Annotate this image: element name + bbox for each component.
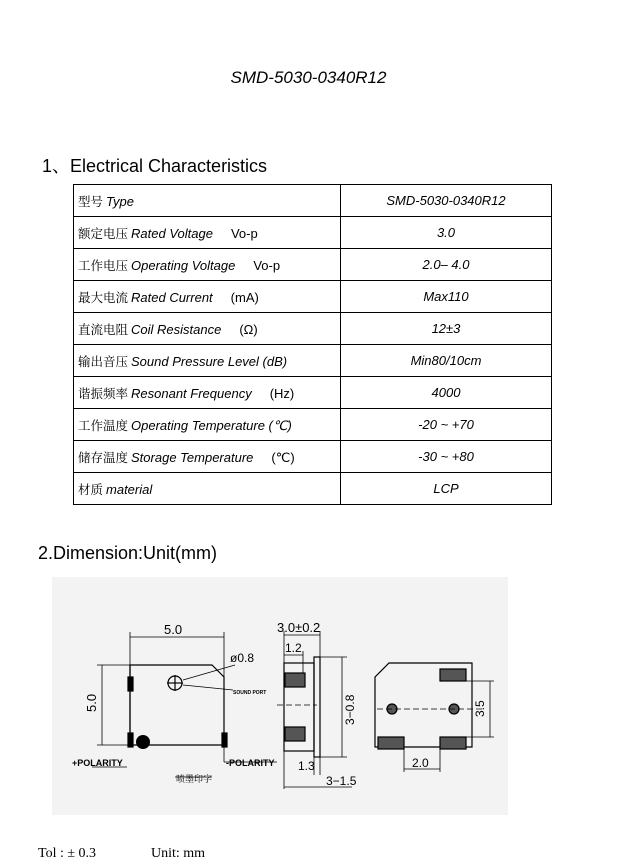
spec-parameter-en: Coil Resistance: [131, 321, 222, 337]
document-title: SMD-5030-0340R12: [230, 68, 387, 87]
top-view-body: [130, 665, 224, 745]
dim-3-5: 3.5: [473, 700, 487, 717]
spec-row: [74, 345, 552, 377]
spec-row: [74, 377, 552, 409]
tolerance-note: Tol : ± 0.3: [38, 846, 97, 861]
spec-unit: (Ω): [239, 321, 258, 337]
spec-parameter-en: Rated Current: [131, 289, 213, 305]
label-laser: 喷墨印字: [176, 774, 213, 784]
spec-value-cell: -20 ~ +70: [341, 409, 552, 441]
spec-row: [74, 217, 552, 249]
spec-parameter-en: Type: [106, 193, 134, 209]
spec-parameter-en: Operating Temperature (℃): [131, 417, 292, 433]
dim-depth: 3.0±0.2: [277, 620, 321, 635]
spec-value-cell: 4000: [341, 377, 552, 409]
spec-parameter-cell: [74, 377, 341, 409]
dim-height: 5.0: [84, 693, 99, 712]
side-pad-bottom: [285, 727, 305, 741]
label-plus-polarity: +POLARITY: [72, 758, 123, 768]
spec-parameter-cn: 额定电压: [78, 225, 129, 241]
spec-parameter-cn: 最大电流: [78, 289, 129, 305]
spec-parameter-cn: 输出音压: [78, 353, 129, 369]
spec-row: [74, 313, 552, 345]
spec-value-cell: -30 ~ +80: [341, 441, 552, 473]
spec-parameter-en: Resonant Frequency: [131, 385, 252, 401]
dim-3-15: 3−1.5: [326, 774, 357, 788]
spec-parameter-cell: [74, 217, 341, 249]
dim-width: 5.0: [164, 622, 183, 637]
spec-parameter-cn: 直流电阻: [78, 321, 129, 337]
spec-value-cell: Min80/10cm: [341, 345, 552, 377]
spec-parameter-cell: [74, 185, 341, 217]
spec-parameter-cell: [74, 249, 341, 281]
spec-row: [74, 441, 552, 473]
spec-parameter-en: Sound Pressure Level (dB): [131, 353, 288, 369]
footer-notes: [38, 846, 205, 862]
spec-parameter-en: Rated Voltage: [131, 225, 213, 241]
bottom-pad-2: [440, 737, 466, 749]
spec-parameter-en: Operating Voltage: [131, 257, 236, 273]
spec-parameter-en: material: [106, 481, 153, 497]
electrical-spec-table: [73, 184, 552, 505]
spec-row: [74, 249, 552, 281]
top-pad-3: [222, 733, 227, 747]
spec-unit: Vo-p: [230, 225, 258, 241]
dim-2-0: 2.0: [412, 756, 429, 770]
spec-parameter-cn: 谐振频率: [78, 385, 129, 401]
label-minus-polarity: -POLARITY: [226, 758, 275, 768]
spec-parameter-cell: [74, 441, 341, 473]
dimension-drawing: [52, 577, 508, 815]
section-electrical-heading: 1、Electrical Characteristics: [42, 156, 268, 176]
label-sound-port: SOUND PORT: [233, 690, 267, 696]
side-pad-top: [285, 673, 305, 687]
spec-unit: (mA): [230, 289, 259, 305]
dimension-drawing-svg: [52, 577, 508, 815]
spec-parameter-en: Storage Temperature: [131, 449, 254, 465]
spec-value-cell: 2.0– 4.0: [341, 249, 552, 281]
spec-unit: (Hz): [269, 385, 295, 401]
bottom-pad-3: [440, 669, 466, 681]
spec-parameter-cell: [74, 473, 341, 505]
spec-value-cell: Max110: [341, 281, 552, 313]
spec-parameter-cn: 工作温度: [78, 417, 129, 433]
spec-row: [74, 281, 552, 313]
unit-note: Unit: mm: [151, 846, 206, 861]
spec-row: [74, 185, 552, 217]
spec-parameter-cn: 工作电压: [78, 257, 129, 273]
spec-parameter-cell: [74, 409, 341, 441]
dim-pad: 1.2: [285, 641, 302, 655]
spec-parameter-cell: [74, 313, 341, 345]
spec-value-cell: 3.0: [341, 217, 552, 249]
spec-parameter-cn: 储存温度: [78, 449, 129, 465]
spec-parameter-cn: 材质: [78, 481, 104, 497]
spec-parameter-cn: 型号: [78, 193, 104, 209]
section-dimension-heading: 2.Dimension:Unit(mm): [38, 543, 218, 563]
side-view-cap: [314, 657, 320, 757]
spec-value-cell: SMD-5030-0340R12: [341, 185, 552, 217]
spec-parameter-cell: [74, 281, 341, 313]
top-pad-1: [128, 677, 133, 691]
spec-unit: (℃): [271, 449, 295, 465]
spec-row: [74, 473, 552, 505]
spec-value-cell: LCP: [341, 473, 552, 505]
polarity-dot: [136, 735, 150, 749]
spec-row: [74, 409, 552, 441]
dim-hole: ø0.8: [230, 651, 255, 665]
dim-3-08: 3−0.8: [343, 694, 357, 725]
bottom-pad-1: [378, 737, 404, 749]
spec-unit: Vo-p: [253, 257, 281, 273]
spec-value-cell: 12±3: [341, 313, 552, 345]
spec-parameter-cell: [74, 345, 341, 377]
dim-1-3: 1.3: [298, 759, 315, 773]
